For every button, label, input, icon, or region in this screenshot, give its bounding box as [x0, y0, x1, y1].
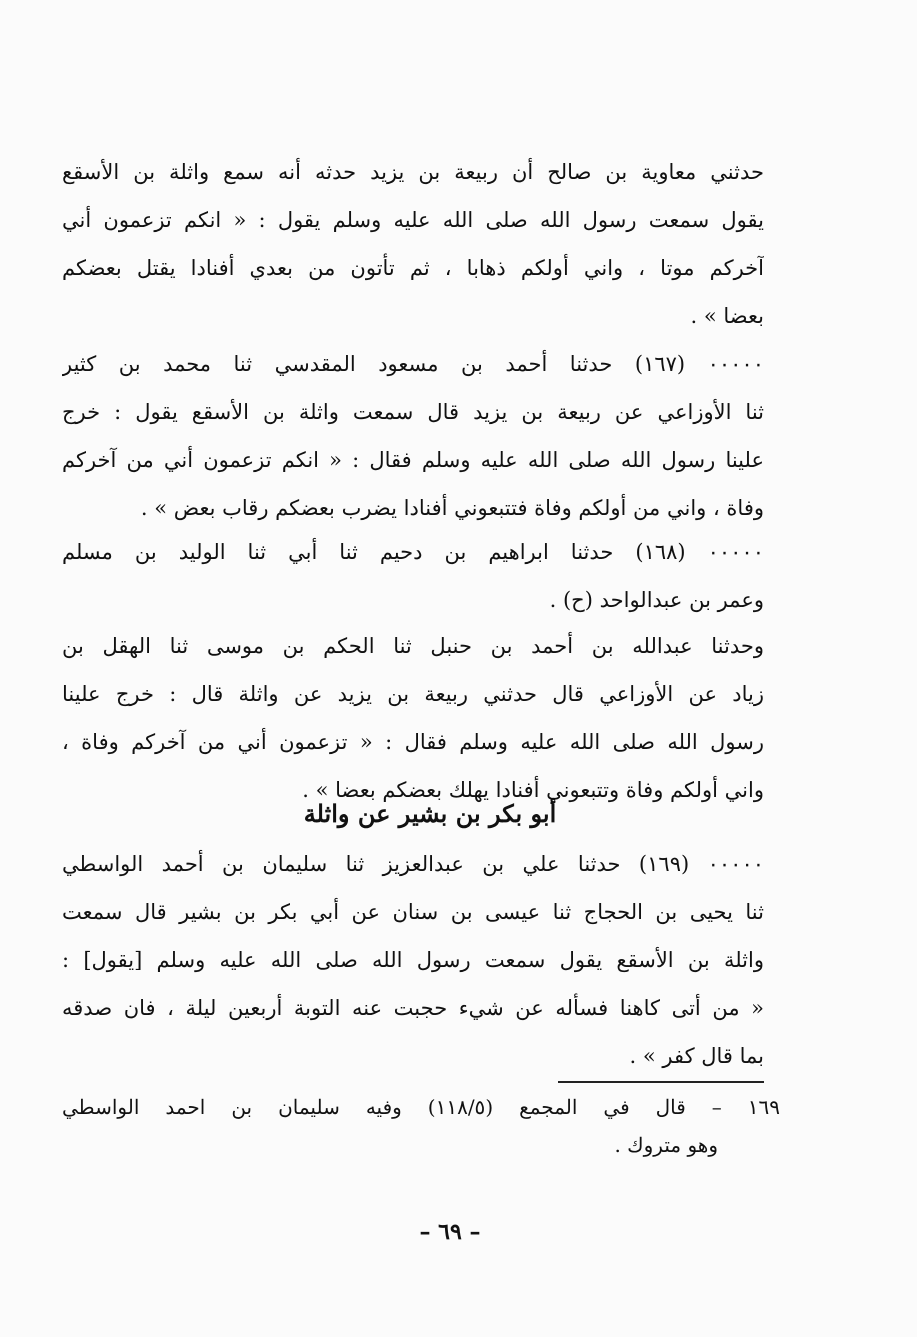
text-line: يقول سمعت رسول الله صلى الله عليه وسلم يقول : « انكم تزعمون أني: [62, 208, 764, 232]
text-line: وفاة ، واني من أولكم وفاة فتتبعوني أفنادا يضرب بعضكم رقاب بعض » .: [140, 496, 764, 520]
text-line: ٠٠٠٠٠ (١٦٨) حدثنا ابراهيم بن دحيم ثنا أبي ثنا الوليد بن مسلم: [62, 540, 764, 564]
paragraph-hadith-166-end: [62, 148, 764, 340]
text-line: واني أولكم وفاة وتتبعوني أفنادا يهلك بعضكم بعضا » .: [302, 778, 764, 802]
paragraph-hadith-169: [62, 840, 764, 1080]
page-number: – ٦٩ –: [419, 1219, 481, 1245]
footnote-divider: [558, 1081, 764, 1083]
text-line: ثنا يحيى بن الحجاج ثنا عيسى بن سنان عن أبي بكر بن بشير قال سمعت: [62, 900, 764, 924]
footnote-line: ١٦٩ – قال في المجمع (١١٨/٥) وفيه سليمان بن احمد الواسطي: [62, 1095, 780, 1119]
text-line: واثلة بن الأسقع يقول سمعت رسول الله صلى الله عليه وسلم [يقول] :: [62, 948, 764, 972]
text-line: وحدثنا عبدالله بن أحمد بن حنبل ثنا الحكم بن موسى ثنا الهقل بن: [62, 634, 764, 658]
text-line: علينا رسول الله صلى الله عليه وسلم فقال : « انكم تزعمون أني من آخركم: [62, 448, 764, 472]
text-line: رسول الله صلى الله عليه وسلم فقال : « تزعمون أني من آخركم وفاة ،: [62, 730, 764, 754]
text-line: « من أتى كاهنا فسأله عن شيء حجبت عنه التوبة أربعين ليلة ، فان صدقه: [62, 996, 764, 1020]
paragraph-hadith-168-second-chain: [62, 622, 764, 814]
text-line: بعضا » .: [690, 304, 764, 328]
text-line: ٠٠٠٠٠ (١٦٧) حدثنا أحمد بن مسعود المقدسي ثنا محمد بن كثير: [62, 352, 764, 376]
section-heading: أبو بكر بن بشير عن واثلة: [303, 799, 557, 828]
footnote: [62, 1088, 780, 1164]
text-line: زياد عن الأوزاعي قال حدثني ربيعة بن يزيد عن واثلة قال : خرج علينا: [62, 682, 764, 706]
text-line: بما قال كفر » .: [629, 1044, 764, 1068]
text-line: ٠٠٠٠٠ (١٦٩) حدثنا علي بن عبدالعزيز ثنا سليمان بن أحمد الواسطي: [62, 852, 764, 876]
footnote-line: وهو متروك .: [614, 1133, 718, 1157]
text-line: حدثني معاوية بن صالح أن ربيعة بن يزيد حدثه أنه سمع واثلة بن الأسقع: [62, 160, 764, 184]
text-line: آخركم موتا ، واني أولكم ذهابا ، ثم تأتون من بعدي أفنادا يقتل بعضكم: [62, 256, 764, 280]
text-line: وعمر بن عبدالواحد (ح) .: [549, 588, 764, 612]
paragraph-hadith-167: [62, 340, 764, 532]
paragraph-hadith-168: [62, 528, 764, 624]
text-line: ثنا الأوزاعي عن ربيعة بن يزيد قال سمعت واثلة بن الأسقع يقول : خرج: [62, 400, 764, 424]
